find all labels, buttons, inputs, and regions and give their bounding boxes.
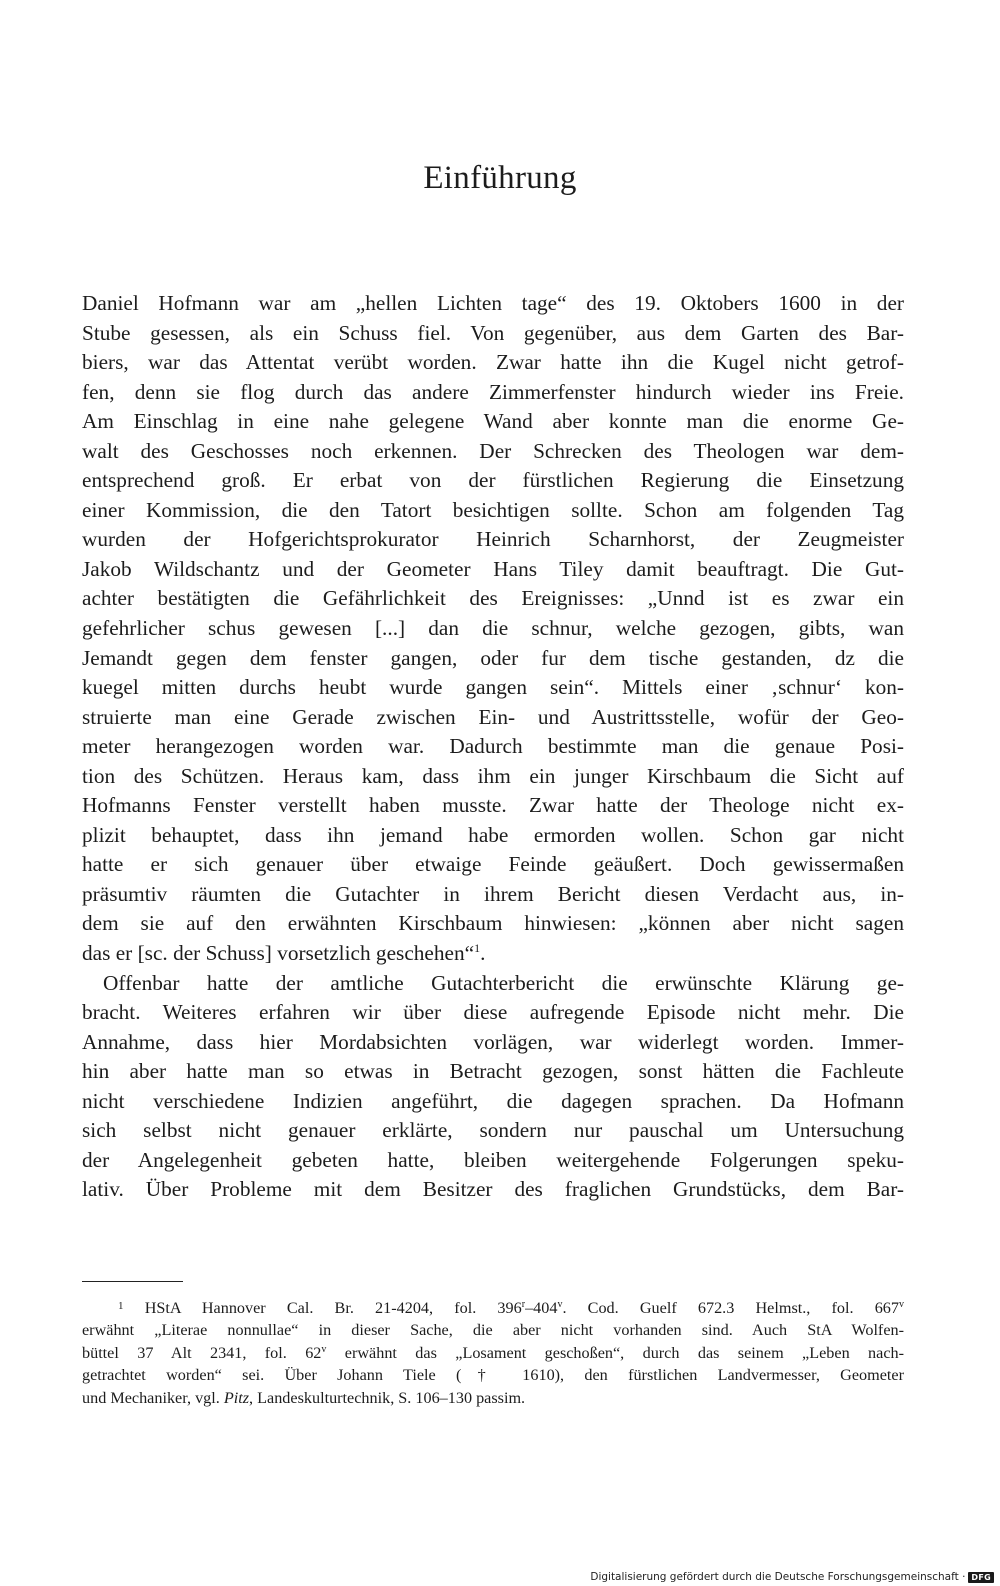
text-line: achter bestätigten die Gefährlichkeit des Ereignisses: „Unnd ist es zwar ein bbox=[82, 586, 904, 611]
text-line: einer Kommission, die den Tatort besichtigen sollte. Schon am folgenden Tag bbox=[82, 497, 904, 522]
text-line: gefehrlicher schus gewesen [...] dan die schnur, welche gezogen, gibts, wan bbox=[82, 616, 904, 641]
footnotes bbox=[82, 1297, 904, 1409]
footnote-text: HStA Hannover Cal. Br. 21-4204, fol. 396 bbox=[144, 1299, 522, 1317]
text-line: wurden der Hofgerichtsprokurator Heinrich Scharnhorst, der Zeugmeister bbox=[82, 527, 904, 552]
footnote-text: erwähnt das „Losament geschoßen“, durch das seinem „Leben nach- bbox=[326, 1343, 905, 1362]
footnote-line bbox=[82, 1342, 904, 1364]
text-line: plizit behauptet, dass ihn jemand habe ermorden wollen. Schon gar nicht bbox=[82, 822, 904, 847]
digitization-credit bbox=[590, 1571, 994, 1583]
text-line: bracht. Weiteres erfahren wir über diese aufregende Episode nicht mehr. Die bbox=[82, 1000, 904, 1025]
footnote-text: –404 bbox=[525, 1299, 558, 1317]
text-line: Annahme, dass hier Mordabsichten vorlägen, war widerlegt worden. Immer- bbox=[82, 1029, 904, 1054]
text-line: kuegel mitten durchs heubt wurde gangen sein“. Mittels einer ‚schnur‘ kon- bbox=[82, 675, 904, 700]
footnote-number: 1 bbox=[118, 1300, 124, 1312]
text-line: präsumtiv räumten die Gutachter in ihrem Bericht diesen Verdacht aus, in- bbox=[82, 881, 904, 906]
text-line: meter herangezogen worden war. Dadurch bestimmte man die genaue Posi- bbox=[82, 734, 904, 759]
text-line: dem sie auf den erwähnten Kirschbaum hinwiesen: „können aber nicht sagen bbox=[82, 911, 904, 936]
footnote-reference[interactable]: 1 bbox=[474, 941, 481, 956]
page-title: Einführung bbox=[423, 160, 577, 196]
footnote-line bbox=[82, 1297, 904, 1319]
text-line: entsprechend groß. Er erbat von der fürstlichen Regierung die Einsetzung bbox=[82, 468, 904, 493]
line-end-punctuation: . bbox=[480, 941, 486, 966]
text-line: Hofmanns Fenster verstellt haben musste. Zwar hatte der Theologe nicht ex- bbox=[82, 793, 904, 818]
dfg-logo: DFG bbox=[968, 1572, 994, 1583]
text-line-paragraph-start: Offenbar hatte der amtliche Gutachterbericht die erwünschte Klärung ge- bbox=[103, 970, 904, 995]
footnote-superscript: v bbox=[899, 1299, 904, 1310]
text-line: biers, war das Attentat verübt worden. Zwar hatte ihn die Kugel nicht getrof- bbox=[82, 350, 904, 375]
text-line: Jemandt gegen dem fenster gangen, oder fur dem tische gestanden, dz die bbox=[82, 645, 904, 670]
text-line: hin aber hatte man so etwas in Betracht gezogen, sonst hätten die Fachleute bbox=[82, 1059, 904, 1084]
credit-text: Digitalisierung gefördert durch die Deutsche Forschungsgemeinschaft · bbox=[590, 1571, 966, 1583]
text-line: Jakob Wildschantz und der Geometer Hans Tiley damit beauftragt. Die Gut- bbox=[82, 556, 904, 581]
text-line: Daniel Hofmann war am „hellen Lichten tage“ des 19. Oktobers 1600 in der bbox=[82, 291, 904, 315]
text-line-paragraph-end bbox=[82, 939, 904, 969]
footnote-text: und Mechaniker, vgl. bbox=[82, 1388, 224, 1407]
footnote-line bbox=[82, 1387, 904, 1409]
text-line: nicht verschiedene Indizien angeführt, die dagegen sprachen. Da Hofmann bbox=[82, 1088, 904, 1113]
body-text bbox=[82, 289, 904, 1205]
text-line: lativ. Über Probleme mit dem Besitzer des fraglichen Grundstücks, dem Bar- bbox=[82, 1177, 904, 1202]
text-line: tion des Schützen. Heraus kam, dass ihm ein junger Kirschbaum die Sicht auf bbox=[82, 763, 904, 788]
text-line: der Angelegenheit gebeten hatte, bleiben weitergehende Folgerungen speku- bbox=[82, 1147, 904, 1172]
text-line: Stube gesessen, als ein Schuss fiel. Von gegenüber, aus dem Garten des Bar- bbox=[82, 320, 904, 345]
footnote-text: , Landeskulturtechnik, S. 106–130 passim. bbox=[249, 1388, 526, 1407]
text-line: fen, denn sie flog durch das andere Zimmerfenster hindurch wieder ins Freie. bbox=[82, 379, 904, 404]
text-line-content: das er [sc. der Schuss] vorsetzlich geschehen“ bbox=[82, 941, 475, 966]
footnote-text: . Cod. Guelf 672.3 Helmst., fol. 667 bbox=[562, 1299, 899, 1317]
text-line: hatte er sich genauer über etwaige Feinde geäußert. Doch gewissermaßen bbox=[82, 852, 904, 877]
text-line: Am Einschlag in eine nahe gelegene Wand aber konnte man die enorme Ge- bbox=[82, 409, 904, 434]
footnote-superscript: r bbox=[521, 1299, 526, 1310]
footnote-superscript: v bbox=[557, 1299, 563, 1310]
text-line: walt des Geschosses noch erkennen. Der Schrecken des Theologen war dem- bbox=[82, 438, 904, 463]
footnote-divider bbox=[82, 1281, 183, 1282]
footnote-line: getrachtet worden“ sei. Über Johann Tiele († 1610), den fürstlichen Landvermesser, Geometer bbox=[82, 1366, 904, 1385]
text-line: struierte man eine Gerade zwischen Ein- und Austrittsstelle, wofür der Geo- bbox=[82, 704, 904, 729]
footnote-author: Pitz bbox=[223, 1388, 250, 1407]
footnote-text: büttel 37 Alt 2341, fol. 62 bbox=[82, 1343, 322, 1362]
text-line: sich selbst nicht genauer erklärte, sondern nur pauschal um Untersuchung bbox=[82, 1118, 904, 1143]
footnote-line: erwähnt „Literae nonnullae“ in dieser Sache, die aber nicht vorhanden sind. Auch StA Wolfen- bbox=[82, 1321, 904, 1340]
footnote-superscript: v bbox=[321, 1343, 327, 1355]
